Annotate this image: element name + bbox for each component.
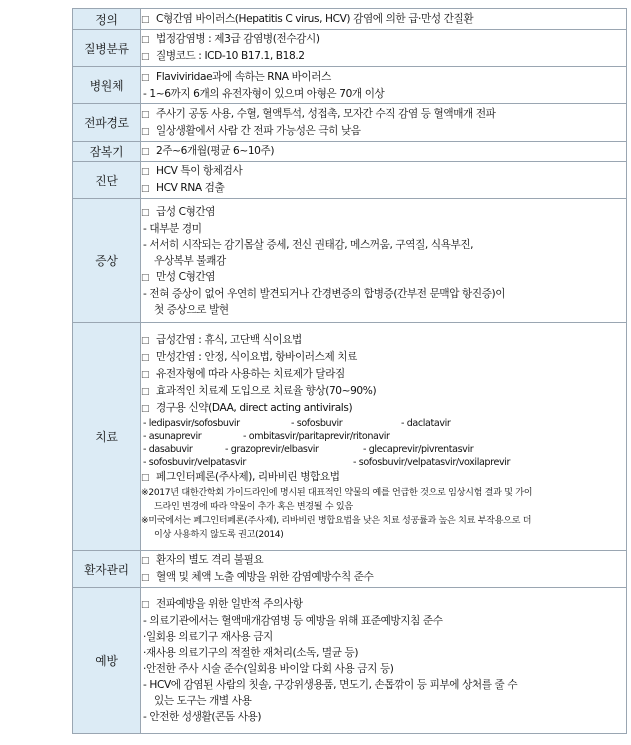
indent-line: 우상복부 불쾌감: [154, 254, 226, 267]
bullet-line: □ HCV 특이 항체검사: [141, 163, 626, 180]
drug-name: - sofosbuvir/velpatasvir: [143, 456, 353, 469]
row-label: 병원체: [73, 67, 141, 104]
bullet-line: □ 효과적인 치료제 도입으로 치료율 향상(70~90%): [141, 383, 626, 400]
dash-line: - 서서히 시작되는 감기몸살 증세, 전신 권태감, 메스꺼움, 구역질, 식욕부진,: [141, 237, 626, 253]
row-content: [141, 162, 627, 199]
row-label: 질병분류: [73, 30, 141, 67]
bullet-line: □ HCV RNA 검출: [141, 180, 626, 197]
dash-line: - 대부분 경미: [141, 221, 626, 237]
bullet-line: □ 페그인터페론(주사제), 리바비린 병합요법: [141, 469, 626, 486]
bullet-line: □ 경구용 신약(DAA, direct acting antivirals): [141, 400, 626, 417]
drug-name: - ombitasvir/paritaprevir/ritonavir: [243, 430, 390, 443]
row-prevention: [73, 588, 627, 734]
row-pathogen: [73, 67, 627, 104]
bullet-line: □ 전파예방을 위한 일반적 주의사항: [141, 596, 626, 613]
note-line: 이상 사용하지 않도록 권고(2014): [154, 529, 284, 540]
row-label: 예방: [73, 588, 141, 734]
row-label: 환자관리: [73, 551, 141, 588]
drug-row: [143, 417, 626, 430]
row-content: [141, 104, 627, 142]
drug-row: [143, 456, 626, 469]
row-label: 정의: [73, 9, 141, 30]
drug-name: - grazoprevir/elbasvir: [225, 443, 363, 456]
row-classification: [73, 30, 627, 67]
row-content: [141, 30, 627, 67]
bullet-line: □ 주사기 공동 사용, 수혈, 혈액투석, 성접촉, 모자간 수직 감염 등 혈액매개 전파: [141, 106, 626, 123]
row-content: [141, 323, 627, 551]
bullet-line: □ 환자의 별도 격리 불필요: [141, 552, 626, 569]
bullet-line: □ 만성 C형간염: [141, 269, 626, 286]
bullet-line: □ 급성간염 : 휴식, 고단백 식이요법: [141, 332, 626, 349]
dash-line: - 안전한 성생활(콘돔 사용): [141, 709, 626, 725]
row-content: [141, 142, 627, 162]
drug-name: - glecaprevir/pivrentasvir: [363, 443, 473, 456]
row-label: 잠복기: [73, 142, 141, 162]
row-content: [141, 199, 627, 323]
sub-line: ·안전한 주사 시술 준수(일회용 바이알 다회 사용 금지 등): [143, 663, 394, 675]
bullet-line: □ 질병코드 : ICD-10 B17.1, B18.2: [141, 48, 626, 65]
indent-line: 있는 도구는 개별 사용: [154, 695, 252, 707]
row-definition: [73, 9, 627, 30]
row-label: 전파경로: [73, 104, 141, 142]
row-content: [141, 9, 627, 30]
row-label: 진단: [73, 162, 141, 199]
row-label: 치료: [73, 323, 141, 551]
dash-line: - 의료기관에서는 혈액매개감염병 등 예방을 위해 표준예방지침 준수: [141, 613, 626, 629]
note-line: ※ 2017년 대한간학회 가이드라인에 명시된 대표적인 약물의 예를 언급한 것으로 임상시험 결과 및 가이: [141, 486, 626, 500]
bullet-line: □ 2주~6개월(평균 6~10주): [141, 143, 626, 160]
row-transmission: [73, 104, 627, 142]
hcv-info-table: [72, 8, 627, 734]
drug-name: - sofosbuvir/velpatasvir/voxilaprevir: [353, 456, 510, 469]
row-treatment: [73, 323, 627, 551]
drug-list: [141, 417, 626, 469]
row-diagnosis: [73, 162, 627, 199]
drug-name: - daclatavir: [401, 417, 450, 430]
drug-name: - dasabuvir: [143, 443, 225, 456]
drug-row: [143, 430, 626, 443]
bullet-line: □ 혈액 및 체액 노출 예방을 위한 감염예방수칙 준수: [141, 569, 626, 586]
drug-row: [143, 443, 626, 456]
row-content: [141, 67, 627, 104]
row-content: [141, 588, 627, 734]
row-incubation: [73, 142, 627, 162]
note-line: ※ 미국에서는 페그인터페론(주사제), 리바비린 병합요법을 낮은 치료 성공률과 높은 치료 부작용으로 더: [141, 514, 626, 528]
sub-line: ·재사용 의료기구의 적절한 재처리(소독, 멸균 등): [143, 647, 359, 659]
dash-line: - 1~6까지 6개의 유전자형이 있으며 아형은 70개 이상: [141, 86, 626, 102]
drug-name: - asunaprevir: [143, 430, 243, 443]
drug-name: - ledipasvir/sofosbuvir: [143, 417, 291, 430]
bullet-line: □ 만성간염 : 안정, 식이요법, 항바이러스제 치료: [141, 349, 626, 366]
dash-line: - 전혀 증상이 없어 우연히 발견되거나 간경변증의 합병증(간부전 문맥압 항진증)이: [141, 286, 626, 302]
row-label: 증상: [73, 199, 141, 323]
note-line: 드라인 변경에 따라 약물이 추가 혹은 변경될 수 있음: [154, 501, 353, 512]
bullet-line: □ 법정감염병 : 제3급 감염병(전수감시): [141, 31, 626, 48]
bullet-line: □ 일상생활에서 사람 간 전파 가능성은 극히 낮음: [141, 123, 626, 140]
bullet-line: □ C형간염 바이러스(Hepatitis C virus, HCV) 감염에 의한 급·만성 간질환: [141, 11, 626, 28]
bullet-line: □ Flaviviridae과에 속하는 RNA 바이러스: [141, 69, 626, 86]
bullet-line: □ 유전자형에 따라 사용하는 치료제가 달라짐: [141, 366, 626, 383]
row-content: [141, 551, 627, 588]
row-symptoms: [73, 199, 627, 323]
dash-line: - HCV에 감염된 사람의 칫솔, 구강위생용품, 면도기, 손톱깎이 등 피부에 상처를 줄 수: [141, 677, 626, 693]
bullet-line: □ 급성 C형간염: [141, 204, 626, 221]
sub-line: ·일회용 의료기구 재사용 금지: [143, 631, 273, 643]
row-management: [73, 551, 627, 588]
indent-line: 첫 증상으로 발현: [154, 303, 229, 316]
drug-name: - sofosbuvir: [291, 417, 401, 430]
